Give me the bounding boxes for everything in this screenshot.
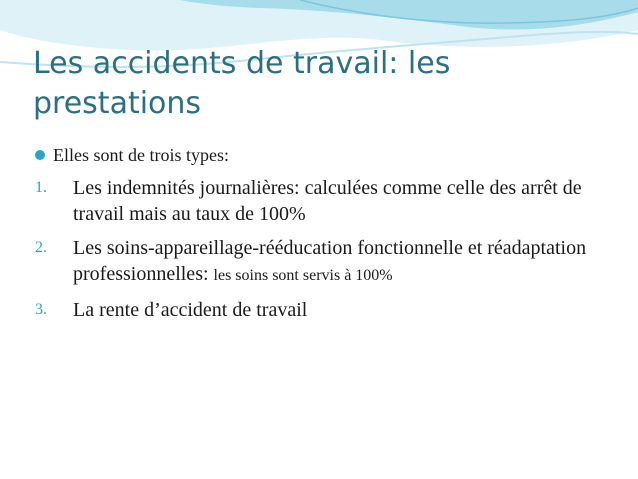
list-item [35, 175, 595, 227]
prestations-list [35, 175, 595, 331]
intro-bullet [35, 143, 229, 167]
item-text: Les soins-appareillage-rééducation fonctionnelle et réadaptation professionnelles: [73, 237, 587, 285]
item-number: 3. [35, 301, 47, 318]
item-text: La rente d’accident de travail [73, 299, 308, 321]
item-number: 1. [35, 179, 47, 196]
item-note: les soins sont servis à 100% [213, 267, 393, 284]
item-text-wrapper [73, 235, 595, 289]
list-item [35, 297, 595, 323]
item-text: Les indemnités journalières: calculées comme celle des arrêt de travail mais au taux de 100% [73, 177, 582, 225]
item-number: 2. [35, 239, 47, 256]
bullet-dot-icon [35, 150, 45, 160]
slide-title: Les accidents de travail: les prestations [33, 46, 451, 121]
list-item [35, 235, 595, 289]
intro-text: Elles sont de trois types: [53, 145, 229, 165]
